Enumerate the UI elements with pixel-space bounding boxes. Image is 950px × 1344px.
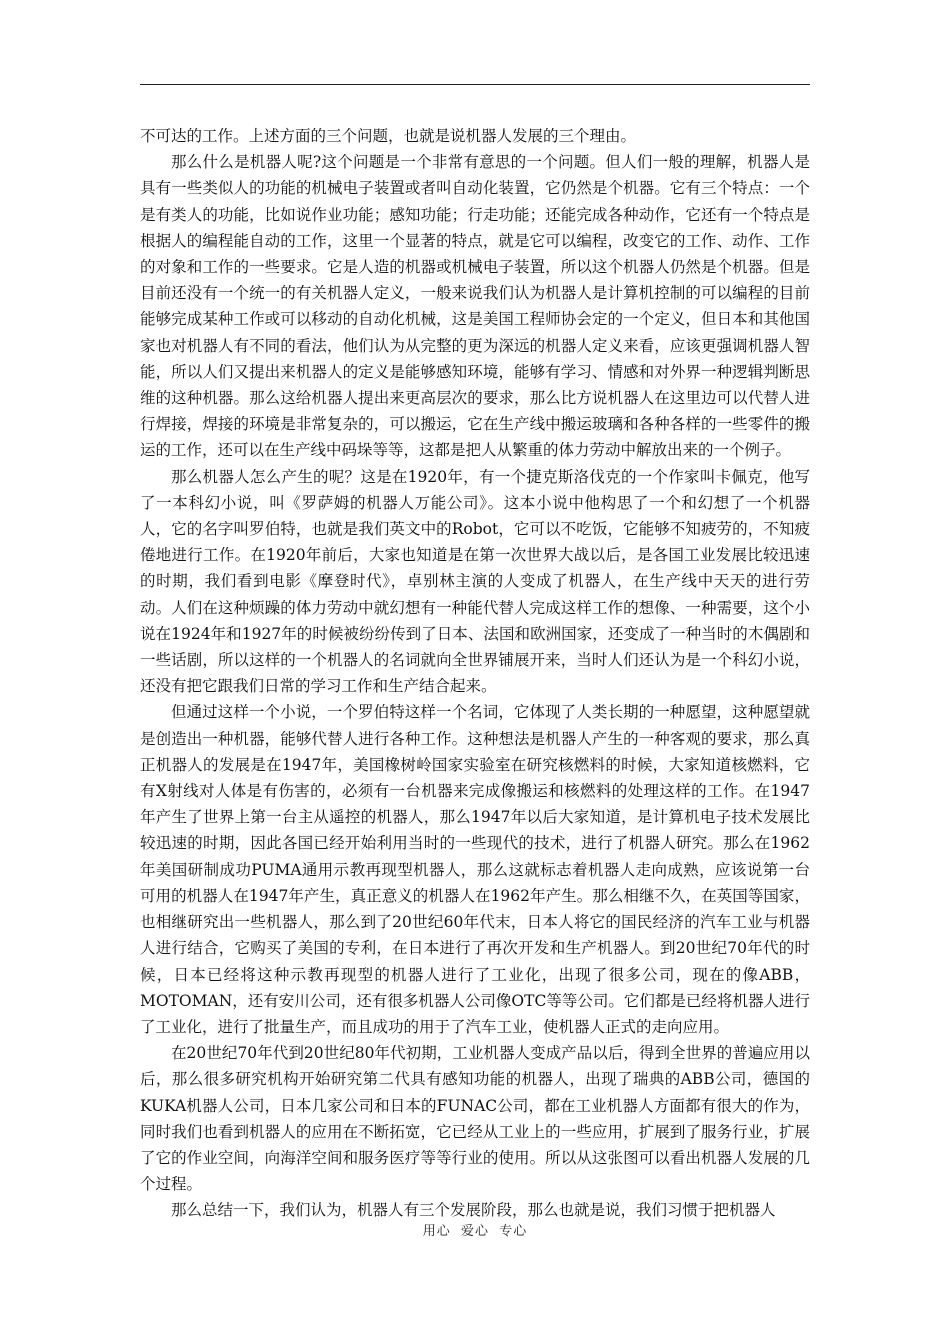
document-body	[140, 123, 810, 1224]
page-footer: 用心 爱心 专心	[422, 1224, 528, 1239]
paragraph-summary: 那么总结一下，我们认为，机器人有三个发展阶段，那么也就是说，我们习惯于把机器人	[171, 1201, 776, 1220]
header-rule	[140, 84, 810, 85]
paragraph-robot-application: 在20世纪70年代到20世纪80年代初期，工业机器人变成产品以后，得到全世界的普遍应用以后，那么很多研究机构开始研究第二代具有感知功能的机器人，出现了瑞典的ABB公司，德国的KUKA机器人公司，日本几家公司和日本的FUNAC公司，都在工业机器人方面都有很大的作为，同时我们也看到机器人的应用在不断拓宽，它已经从工业上的一些应用，扩展到了服务行业，扩展了它的作业空间，向海洋空间和服务医疗等等行业的使用。所以从这张图可以看出机器人发展的几个过程。	[140, 1044, 810, 1194]
paragraph-robot-origin: 那么机器人怎么产生的呢？这是在1920年，有一个捷克斯洛伐克的一个作家叫卡佩克，他写了一本科幻小说，叫《罗萨姆的机器人万能公司》。这本小说中他构思了一个和幻想了一个机器人，它的名字叫罗伯特，也就是我们英文中的Robot，它可以不吃饭，它能够不知疲劳的，不知疲倦地进行工作。在1920年前后，大家也知道是在第一次世界大战以后，是各国工业发展比较迅速的时期，我们看到电影《摩登时代》，卓别林主演的人变成了机器人，在生产线中天天的进行劳动。人们在这种烦躁的体力劳动中就幻想有一种能代替人完成这样工作的想像、一种需要，这个小说在1924年和1927年的时候被纷纷传到了日本、法国和欧洲国家，还变成了一种当时的木偶剧和一些话剧，所以这样的一个机器人的名词就向全世界铺展开来，当时人们还认为是一个科幻小说，还没有把它跟我们日常的学习工作和生产结合起来。	[140, 467, 810, 696]
paragraph-robot-development: 但通过这样一个小说，一个罗伯特这样一个名词，它体现了人类长期的一种愿望，这种愿望就是创造出一种机器，能够代替人进行各种工作。这种想法是机器人产生的一种客观的要求，那么真正机器人的发展是在1947年，美国橡树岭国家实验室在研究核燃料的时候，大家知道核燃料，它有X射线对人体是有伤害的，必须有一台机器来完成像搬运和核燃料的处理这样的工作。在1947年产生了世界上第一台主从遥控的机器人，那么1947年以后大家知道，是计算机电子技术发展比较迅速的时期，因此各国已经开始利用当时的一些现代的技术，进行了机器人研究。那么在1962年美国研制成功PUMA通用示教再现型机器人，那么这就标志着机器人走向成熟，应该说第一台可用的机器人在1947年产生，真正意义的机器人在1962年产生。那么相继不久，在英国等国家，也相继研究出一些机器人，那么到了20世纪60年代末，日本人将它的国民经济的汽车工业与机器人进行结合，它购买了美国的专利，在日本进行了再次开发和生产机器人。到20世纪70年代的时候，日本已经将这种示教再现型的机器人进行了工业化，出现了很多公司，现在的像ABB，MOTOMAN，还有安川公司，还有很多机器人公司像OTC等等公司。它们都是已经将机器人进行了工业化，进行了批量生产，而且成功的用于了汽车工业，使机器人正式的走向应用。	[140, 703, 810, 1036]
paragraph-robot-definition: 那么什么是机器人呢?这个问题是一个非常有意思的一个问题。但人们一般的理解，机器人是具有一些类似人的功能的机械电子装置或者叫自动化装置，它仍然是个机器。它有三个特点：一个是有类人的功能，比如说作业功能；感知功能；行走功能；还能完成各种动作，它还有一个特点是根据人的编程能自动的工作，这里一个显著的特点，就是它可以编程，改变它的工作、动作、工作的对象和工作的一些要求。它是人造的机器或机械电子装置，所以这个机器人仍然是个机器。但是目前还没有一个统一的有关机器人定义，一般来说我们认为机器人是计算机控制的可以编程的目前能够完成某种工作或可以移动的自动化机械，这是美国工程师协会定的一个定义，但日本和其他国家也对机器人有不同的看法，他们认为从完整的更为深远的机器人定义来看，应该更强调机器人智能，所以人们又提出来机器人的定义是能够感知环境，能够有学习、情感和对外界一种逻辑判断思维的这种机器。那么这给机器人提出来更高层次的要求，那么比方说机器人在这里边可以代替人进行焊接，焊接的环境是非常复杂的，可以搬运，它在生产线中搬运玻璃和各种各样的一些零件的搬运的工作，还可以在生产线中码垛等等，这都是把人从繁重的体力劳动中解放出来的一个例子。	[140, 153, 810, 460]
paragraph-continuation: 不可达的工作。上述方面的三个问题，也就是说机器人发展的三个理由。	[140, 127, 637, 145]
